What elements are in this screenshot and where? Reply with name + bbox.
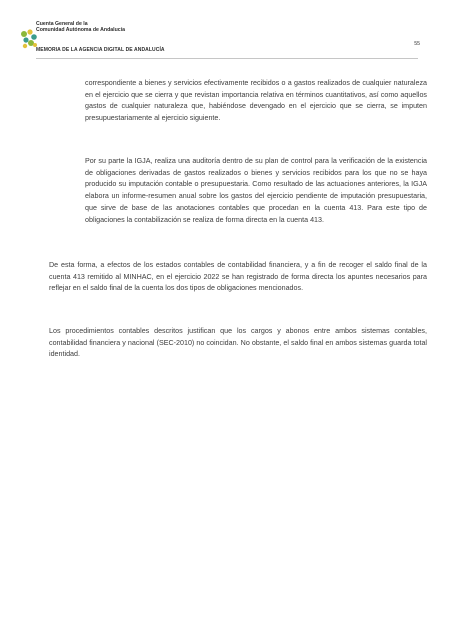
organization-name [36,21,125,34]
org-line-1: Cuenta General de la [36,21,88,27]
document-subtitle: MEMORIA DE LA AGENCIA DIGITAL DE ANDALUCÍA [36,47,165,53]
page-number: 55 [414,41,420,47]
page-header [20,20,432,70]
org-line-2: Comunidad Autónoma de Andalucía [36,27,125,34]
header-divider [36,58,418,59]
paragraph-1: correspondiente a bienes y servicios efectivamente recibidos o a gastos realizados de cualquier naturaleza en el ejercicio que se cierra y que revistan importancia relativa en términos cuantitativos, así como aquellos gastos de cualquier naturaleza que, habiéndose devengado en el ejercicio que se cierra, se imputen presupuestariamente al ejercicio siguiente. [85,79,427,123]
paragraph-3: De esta forma, a efectos de los estados contables de contabilidad financiera, y a fin de recoger el saldo final de la cuenta 413 remitido al MINHAC, en el ejercicio 2022 se han registrado de forma directa los apuntes necesarios para reflejar en el saldo final de la cuenta los dos tipos de obligaciones mencionados. [49,261,427,293]
paragraph-4: Los procedimientos contables descritos justifican que los cargos y abonos entre ambos sistemas contables, contabilidad financiera y nacional (SEC-2010) no coincidan. No obstante, el saldo final en ambos sistemas guarda total identidad. [49,327,427,359]
paragraph-2: Por su parte la IGJA, realiza una auditoría dentro de su plan de control para la verificación de la existencia de obligaciones derivadas de gastos realizados o bienes y servicios recibidos para los que no se haya producido su imputación contable o presupuestaria. Como resultado de las actuaciones anteriores, la IGJA elabora un informe-resumen anual sobre los gastos del ejercicio pendiente de imputación presupuestaria, que sirve de base de las anotaciones contables que procedan en la cuenta 413. Para este tipo de obligaciones la contabilización se realiza de forma directa en la cuenta 413. [85,157,427,224]
